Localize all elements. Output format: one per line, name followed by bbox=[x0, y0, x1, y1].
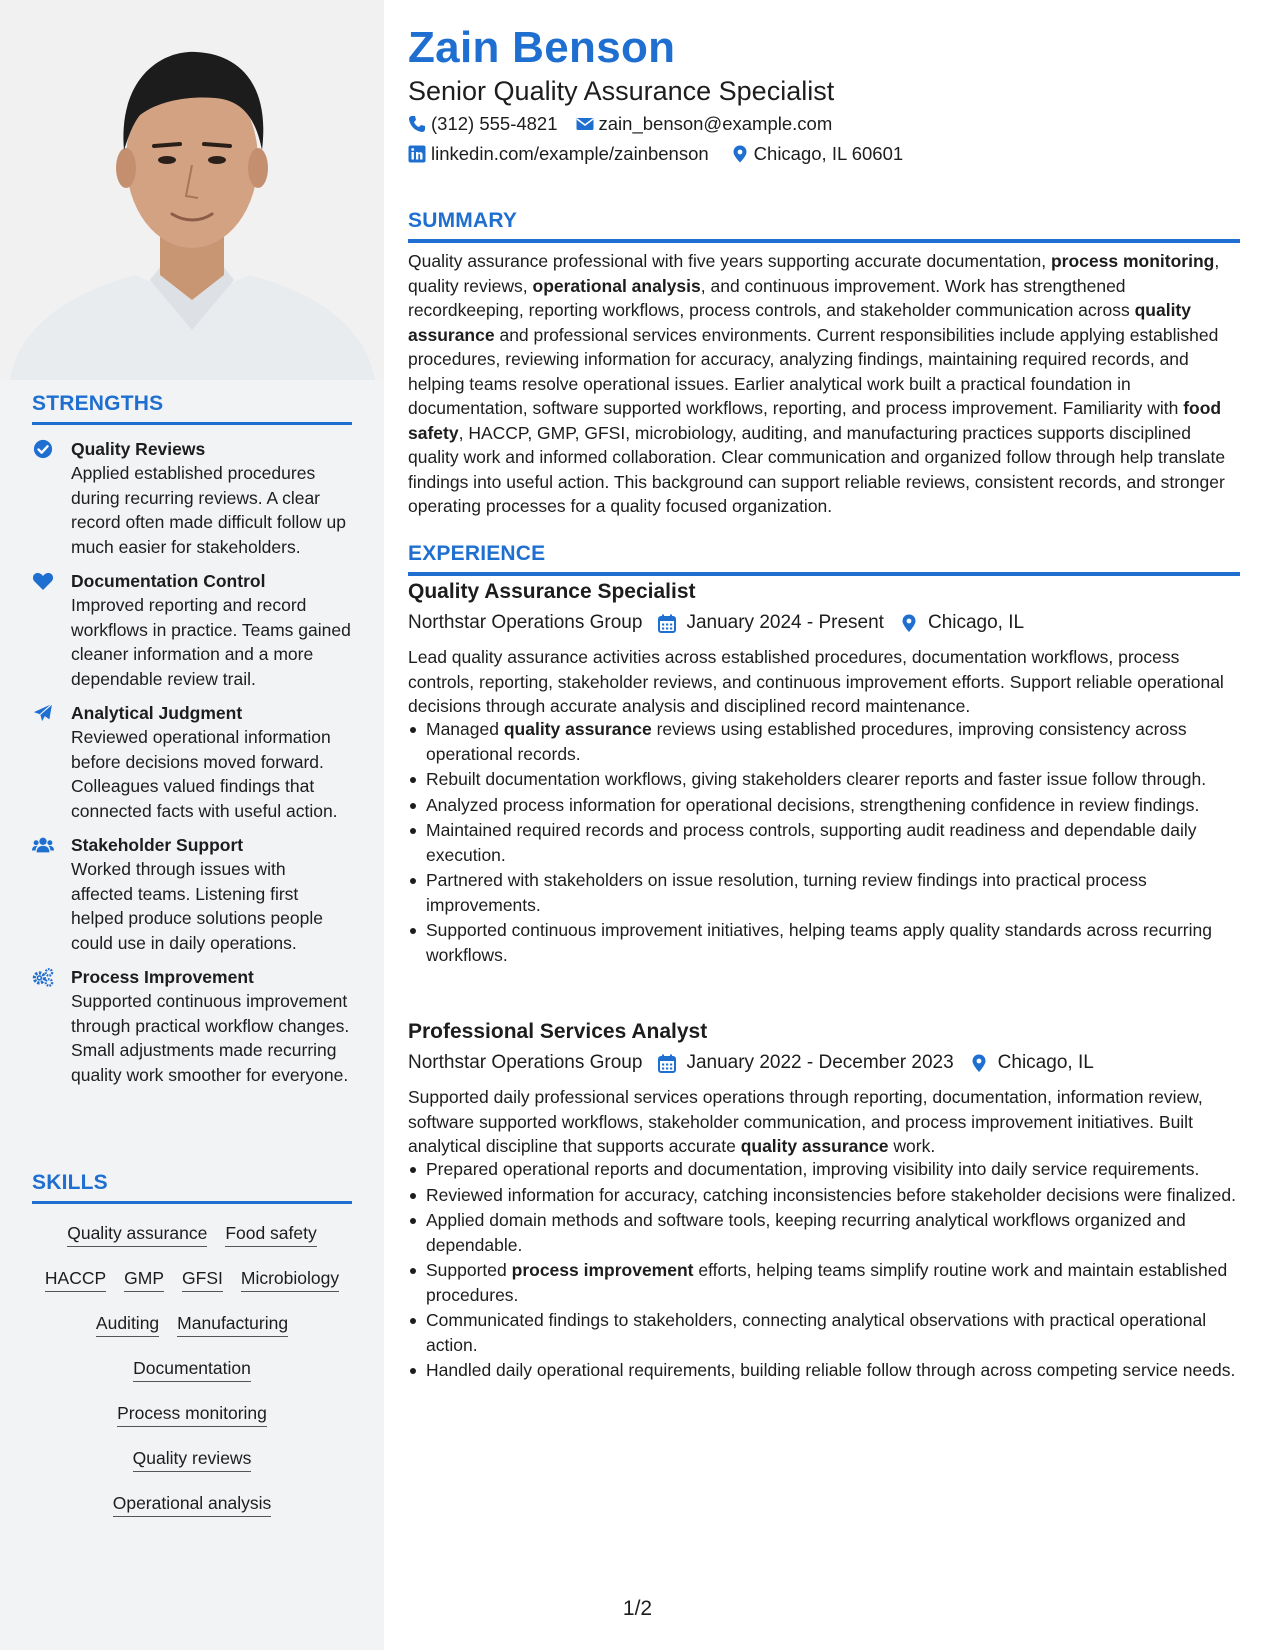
skills-heading: SKILLS bbox=[32, 1171, 352, 1204]
job-bullets bbox=[408, 1157, 1258, 1384]
bullet-item bbox=[426, 1258, 1258, 1307]
candidate-name: Zain Benson bbox=[408, 23, 676, 72]
bullet-item bbox=[426, 818, 1258, 867]
bold-keyword: quality assurance bbox=[503, 719, 652, 739]
text-run: Applied domain methods and software tools, keeping recurring analytical workflows organized and dependable. bbox=[426, 1210, 1186, 1255]
users-icon bbox=[32, 835, 54, 855]
company-name: Northstar Operations Group bbox=[408, 1052, 643, 1073]
bold-keyword: operational analysis bbox=[532, 275, 701, 296]
text-run: Supported bbox=[426, 1260, 512, 1280]
skill-tag: GMP bbox=[124, 1267, 164, 1292]
check-circle-icon bbox=[32, 439, 54, 459]
heart-icon bbox=[32, 571, 54, 591]
strength-name: Documentation Control bbox=[71, 571, 266, 591]
map-pin-icon bbox=[970, 1054, 988, 1073]
company-name: Northstar Operations Group bbox=[408, 612, 643, 633]
skill-tag: GFSI bbox=[182, 1267, 223, 1292]
bold-keyword: quality assurance bbox=[740, 1136, 889, 1156]
paper-plane-icon bbox=[32, 703, 54, 723]
phone-icon bbox=[408, 115, 426, 133]
strength-item bbox=[32, 833, 352, 955]
summary-text bbox=[408, 249, 1240, 519]
strength-desc: Applied established procedures during recurring reviews. A clear record often made difficult follow up much easier for stakeholders. bbox=[71, 463, 346, 557]
text-run: Managed bbox=[426, 719, 504, 739]
email-contact[interactable] bbox=[576, 113, 833, 135]
gears-icon bbox=[32, 967, 54, 987]
strength-item bbox=[32, 437, 352, 559]
skill-tag: Auditing bbox=[96, 1312, 159, 1337]
profile-photo bbox=[0, 0, 384, 380]
skill-tag: Operational analysis bbox=[113, 1492, 272, 1517]
text-run: Rebuilt documentation workflows, giving stakeholders clearer reports and faster issue follow through. bbox=[426, 769, 1207, 789]
skills-section bbox=[32, 1171, 352, 1527]
strength-name: Analytical Judgment bbox=[71, 703, 243, 723]
skill-tag: Quality assurance bbox=[67, 1222, 207, 1247]
location-text: Chicago, IL 60601 bbox=[753, 143, 904, 164]
bullet-item bbox=[426, 918, 1258, 967]
map-pin-icon bbox=[900, 614, 918, 633]
location-contact bbox=[731, 143, 903, 165]
envelope-icon bbox=[576, 115, 594, 133]
text-run: , quality reviews, bbox=[408, 251, 1220, 296]
text-run: and professional services environments. Current responsibilities include applying established procedures, reviewing information for accuracy, analyzing findings, maintaining required records, and helping teams resolve operational issues. Earlier analytical work built a practical foundation in documentation, software supported workflows, reporting, and process improvement. Familiarity with bbox=[408, 324, 1219, 418]
skill-tag: Documentation bbox=[133, 1357, 251, 1382]
calendar-icon bbox=[658, 614, 676, 633]
text-run: Analyzed process information for operational decisions, strengthening confidence in review findings. bbox=[426, 794, 1200, 815]
skill-tag: Quality reviews bbox=[133, 1447, 252, 1472]
contact-row bbox=[408, 113, 832, 135]
job-title: Professional Services Analyst bbox=[408, 1020, 708, 1043]
strengths-section bbox=[32, 392, 352, 1087]
job-bullets bbox=[408, 717, 1258, 968]
text-run: , HACCP, GMP, GFSI, microbiology, auditing, and manufacturing practices supports disciplined quality work and informed collaboration. Clear communication and organized follow through help translate findings into useful action. This background can support reliable reviews, consistent records, and stronger operating processes for a quality focused organization. bbox=[408, 422, 1226, 516]
job-location: Chicago, IL bbox=[997, 1052, 1094, 1073]
text-run: , and continuous improvement. Work has strengthened recordkeeping, reporting workflows, process controls, and stakeholder communication across bbox=[408, 275, 1135, 320]
page-number: 1/2 bbox=[622, 1597, 653, 1620]
skill-tag: HACCP bbox=[45, 1267, 106, 1292]
text-run: Supported daily professional services operations through reporting, documentation, information review, software supported workflows, stakeholder communication, and process improvement initiatives. Built analytical discipline that supports accurate bbox=[408, 1087, 1203, 1156]
job-dates: January 2024 - Present bbox=[686, 612, 884, 633]
bullet-item bbox=[426, 1157, 1258, 1182]
bullet-item bbox=[426, 1308, 1258, 1357]
job-dates: January 2022 - December 2023 bbox=[686, 1052, 954, 1073]
email-text: zain_benson@example.com bbox=[598, 113, 833, 134]
map-pin-icon bbox=[731, 145, 749, 163]
text-run: Maintained required records and process controls, supporting audit readiness and dependable daily execution. bbox=[426, 820, 1197, 865]
job-meta bbox=[408, 610, 1024, 636]
text-run: Quality assurance professional with five years supporting accurate documentation, bbox=[408, 251, 1051, 271]
bullet-item bbox=[426, 793, 1258, 818]
strength-item bbox=[32, 965, 352, 1087]
strength-desc: Improved reporting and record workflows in practice. Teams gained cleaner information and a more dependable review trail. bbox=[71, 595, 351, 689]
phone-text: (312) 555-4821 bbox=[431, 113, 558, 134]
text-run: work. bbox=[888, 1136, 936, 1156]
text-run: Lead quality assurance activities across established procedures, documentation workflows, process controls, reporting, stakeholder reviews, and continuous improvement efforts. Support reliable operational decisions through accurate analysis and disciplined record maintenance. bbox=[408, 647, 1224, 716]
job-meta bbox=[408, 1050, 1094, 1076]
experience-heading: EXPERIENCE bbox=[408, 542, 1240, 576]
text-run: efforts, helping teams simplify routine work and maintain established procedures. bbox=[426, 1260, 1228, 1305]
text-run: Partnered with stakeholders on issue resolution, turning review findings into practical process improvements. bbox=[426, 870, 1147, 915]
linkedin-icon bbox=[408, 145, 426, 163]
strengths-heading: STRENGTHS bbox=[32, 392, 352, 425]
candidate-title: Senior Quality Assurance Specialist bbox=[408, 76, 835, 106]
strength-item bbox=[32, 569, 352, 691]
strength-desc: Supported continuous improvement through practical workflow changes. Small adjustments made recurring quality work smoother for everyone. bbox=[71, 991, 350, 1085]
job-title: Quality Assurance Specialist bbox=[408, 580, 696, 603]
bold-keyword: food safety bbox=[408, 398, 1222, 443]
bold-keyword: process monitoring bbox=[1050, 251, 1215, 271]
bullet-item bbox=[426, 868, 1258, 917]
skill-tag: Food safety bbox=[225, 1222, 316, 1247]
strength-desc: Worked through issues with affected teams. Listening first helped produce solutions people could use in daily operations. bbox=[71, 859, 323, 953]
skills-list bbox=[32, 1212, 352, 1527]
summary-heading: SUMMARY bbox=[408, 209, 1240, 243]
job-intro bbox=[408, 645, 1240, 719]
bold-keyword: process improvement bbox=[511, 1260, 694, 1280]
text-run: Reviewed information for accuracy, catching inconsistencies before stakeholder decisions were finalized. bbox=[426, 1184, 1236, 1205]
skill-tag: Process monitoring bbox=[117, 1402, 267, 1427]
linkedin-contact[interactable] bbox=[408, 143, 709, 165]
bullet-item bbox=[426, 1208, 1258, 1257]
strength-desc: Reviewed operational information before decisions moved forward. Colleagues valued findings that connected facts with useful action. bbox=[71, 727, 338, 821]
text-run: Supported continuous improvement initiatives, helping teams apply quality standards across recurring workflows. bbox=[426, 920, 1212, 965]
text-run: Prepared operational reports and documentation, improving visibility into daily service requirements. bbox=[426, 1159, 1200, 1179]
strength-name: Quality Reviews bbox=[71, 439, 206, 459]
text-run: reviews using established procedures, improving consistency across operational records. bbox=[426, 719, 1187, 764]
text-run: Handled daily operational requirements, building reliable follow through across competing service needs. bbox=[426, 1360, 1236, 1380]
bullet-item bbox=[426, 717, 1258, 766]
linkedin-text: linkedin.com/example/zainbenson bbox=[431, 143, 709, 164]
skill-tag: Microbiology bbox=[241, 1267, 339, 1292]
bullet-item bbox=[426, 767, 1258, 792]
calendar-icon bbox=[658, 1054, 676, 1073]
strength-name: Stakeholder Support bbox=[71, 835, 244, 855]
job-intro bbox=[408, 1085, 1240, 1159]
skill-tag: Manufacturing bbox=[177, 1312, 288, 1337]
phone-contact[interactable] bbox=[408, 113, 558, 135]
bullet-item bbox=[426, 1183, 1258, 1208]
sidebar bbox=[0, 0, 384, 1650]
bullet-item bbox=[426, 1358, 1258, 1383]
strength-item bbox=[32, 701, 352, 823]
strength-name: Process Improvement bbox=[71, 967, 254, 987]
text-run: Communicated findings to stakeholders, connecting analytical observations with practical operational action. bbox=[426, 1310, 1207, 1355]
job-location: Chicago, IL bbox=[927, 612, 1025, 633]
bold-keyword: quality assurance bbox=[408, 300, 1191, 345]
contact-row-2 bbox=[408, 143, 903, 165]
